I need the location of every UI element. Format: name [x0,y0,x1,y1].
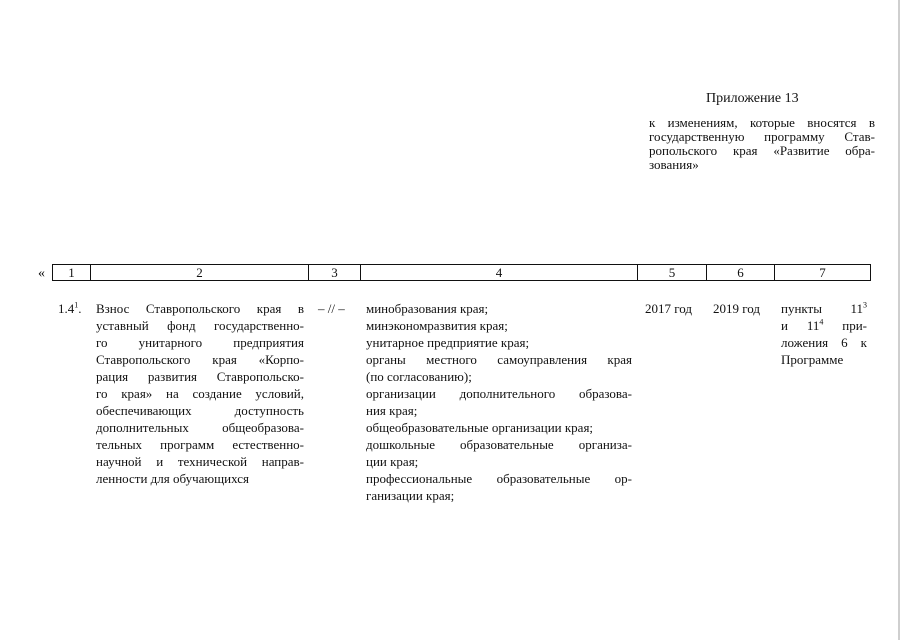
description-line: научной и технической направ- [96,454,304,469]
page-edge-shadow [898,0,900,640]
description-line: го края» на создание условий, [96,386,304,401]
row-end-year: 2019 год [713,301,760,316]
result-line: ложения 6 к [781,335,867,350]
header-row [53,265,871,281]
executor-line: ганизации края; [366,488,455,503]
executor-line: органы местного самоуправления края [366,352,632,367]
description-line: Ставропольского края «Корпо- [96,352,304,367]
row-number: $1.4^1$. [58,300,82,316]
header-cell-col-7: 7 [775,265,871,281]
appendix-note-line: государственную программу Став- [649,129,875,144]
header-cell-col-5: 5 [638,265,707,281]
row-number-superscript: 1 [74,300,79,310]
row-description [96,300,304,487]
row-result [781,300,867,368]
row-responsible: – // – [318,301,345,316]
appendix-note [649,116,875,172]
result-line: и $11^4$ при- [781,317,867,333]
description-line: уставный фонд государственно- [96,318,304,333]
header-cell-col-4: 4 [361,265,638,281]
executor-line: минэкономразвития края; [366,318,508,333]
result-superscript: 3 [863,300,867,310]
row-executors [366,300,632,504]
executor-line: унитарное предприятие края; [366,335,530,350]
appendix-note-line: к изменениям, которые вносятся в [649,115,875,130]
header-cell-col-3: 3 [309,265,361,281]
result-superscript: 4 [819,317,824,327]
description-line: го унитарного предприятия [96,335,304,350]
executor-line: минобразования края; [366,301,489,316]
column-number-header [52,264,871,281]
executor-line: организации дополнительного образова- [366,386,632,401]
executor-line: профессиональные образовательные ор- [366,471,632,486]
header-cell-col-6: 6 [707,265,775,281]
description-line: дополнительных общеобразова- [96,420,304,435]
description-line: Взнос Ставропольского края в [96,301,304,316]
executor-line: (по согласованию); [366,369,472,384]
description-line: обеспечивающих доступность [96,403,304,418]
appendix-note-line: ропольского края «Развитие обра- [649,143,875,158]
executor-line: общеобразовательные организации края; [366,420,594,435]
description-line: ленности для обучающихся [96,471,249,486]
description-line: тельных программ естественно- [96,437,304,452]
result-line: Программе [781,352,844,367]
description-line: рация развития Ставропольско- [96,369,304,384]
executor-line: дошкольные образовательные организа- [366,437,632,452]
result-line: пункты $11^3$ [781,300,867,316]
executor-line: ции края; [366,454,419,469]
header-cell-col-2: 2 [91,265,309,281]
row-start-year: 2017 год [645,301,692,316]
opening-quote: « [38,266,45,281]
header-cell-col-1: 1 [53,265,91,281]
executor-line: ния края; [366,403,418,418]
appendix-note-line: зования» [649,157,699,172]
appendix-title: Приложение 13 [706,91,799,106]
